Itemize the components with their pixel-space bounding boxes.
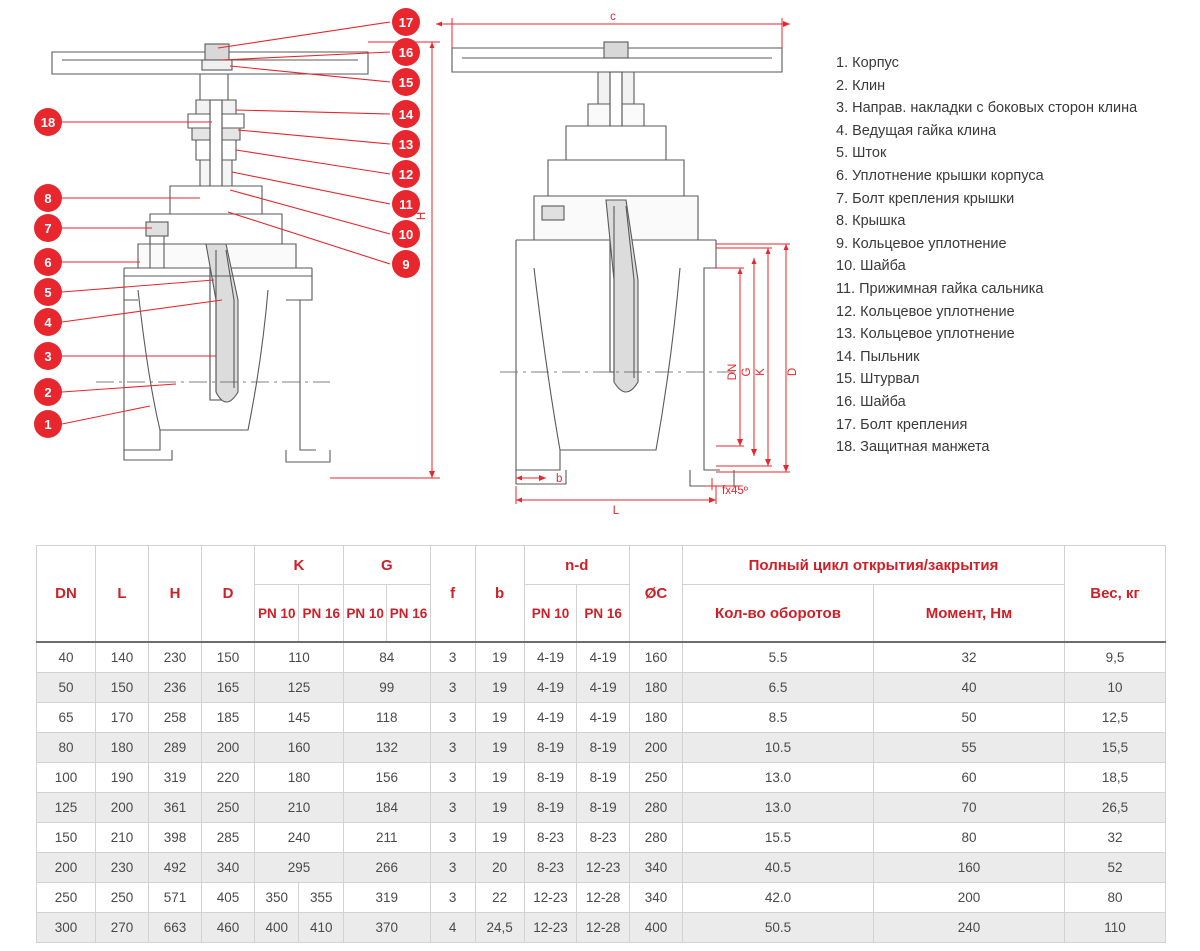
cell-d: 200	[202, 733, 255, 763]
cell-d: 150	[202, 642, 255, 673]
cell-turns: 15.5	[683, 823, 874, 853]
col-weight: Вес, кг	[1065, 546, 1166, 643]
table-row	[37, 763, 1166, 793]
table-row	[37, 793, 1166, 823]
col-d: D	[202, 546, 255, 643]
cell-h: 663	[149, 913, 202, 943]
svg-text:H: H	[416, 211, 428, 221]
legend-item: 5. Шток	[836, 145, 887, 162]
cell-d: 285	[202, 823, 255, 853]
cell-b: 19	[475, 673, 524, 703]
cell-dn: 300	[37, 913, 96, 943]
col-k: K	[255, 546, 344, 585]
cell-h: 398	[149, 823, 202, 853]
cell-k-pn10: 400	[255, 913, 299, 943]
cell-oc: 200	[630, 733, 683, 763]
cell-d: 185	[202, 703, 255, 733]
legend-item: 7. Болт крепления крышки	[836, 190, 1015, 207]
table-row	[37, 823, 1166, 853]
cell-b: 19	[475, 703, 524, 733]
svg-text:17: 17	[398, 15, 414, 30]
cell-k-pn16: 410	[299, 913, 343, 943]
col-h: H	[149, 546, 202, 643]
legend-item: 10. Шайба	[836, 258, 906, 275]
cell-nd-pn10: 8-19	[524, 733, 577, 763]
cell-b: 24,5	[475, 913, 524, 943]
svg-text:5: 5	[44, 285, 52, 300]
cell-d: 220	[202, 763, 255, 793]
cell-moment: 70	[874, 793, 1065, 823]
cell-moment: 200	[874, 883, 1065, 913]
cell-oc: 280	[630, 793, 683, 823]
cell-turns: 42.0	[683, 883, 874, 913]
cell-f: 3	[430, 793, 475, 823]
cell-b: 19	[475, 823, 524, 853]
cell-f: 3	[430, 853, 475, 883]
col-oc: ØC	[630, 546, 683, 643]
svg-text:c: c	[610, 11, 616, 23]
cell-l: 150	[96, 673, 149, 703]
cell-k: 125	[255, 673, 344, 703]
table-row	[37, 853, 1166, 883]
legend-item: 14. Пыльник	[836, 348, 920, 365]
cell-nd-pn10: 4-19	[524, 673, 577, 703]
cell-nd-pn16: 8-19	[577, 793, 630, 823]
cell-d: 250	[202, 793, 255, 823]
cell-nd-pn16: 12-28	[577, 883, 630, 913]
cell-d: 405	[202, 883, 255, 913]
cell-g: 118	[343, 703, 430, 733]
svg-text:3: 3	[44, 349, 52, 364]
legend-item: 18. Защитная манжета	[836, 439, 990, 456]
cell-oc: 180	[630, 703, 683, 733]
cell-k: 240	[255, 823, 344, 853]
cell-d: 165	[202, 673, 255, 703]
table-row	[37, 642, 1166, 673]
col-dn: DN	[37, 546, 96, 643]
svg-text:10: 10	[398, 227, 414, 242]
legend-item: 9. Кольцевое уплотнение	[836, 235, 1007, 252]
cell-b: 19	[475, 763, 524, 793]
cell-k: 210	[255, 793, 344, 823]
legend-item: 2. Клин	[836, 77, 886, 94]
legend-item: 17. Болт крепления	[836, 416, 968, 433]
cell-k: 295	[255, 853, 344, 883]
col-l: L	[96, 546, 149, 643]
cell-g: 132	[343, 733, 430, 763]
col-k-pn10: PN 10	[255, 585, 299, 643]
svg-text:13: 13	[398, 137, 414, 152]
svg-text:15: 15	[398, 75, 414, 90]
cell-k: 110	[255, 642, 344, 673]
cell-k-pn10: 350	[255, 883, 299, 913]
cell-h: 319	[149, 763, 202, 793]
legend-item: 6. Уплотнение крышки корпуса	[836, 167, 1044, 184]
cell-h: 258	[149, 703, 202, 733]
table-row	[37, 883, 1166, 913]
right-view-outline	[452, 42, 782, 486]
svg-text:D: D	[787, 367, 799, 377]
table-row	[37, 733, 1166, 763]
drawing-svg	[0, 0, 830, 530]
cell-dn: 50	[37, 673, 96, 703]
cell-nd-pn10: 8-19	[524, 763, 577, 793]
cell-k-pn16: 355	[299, 883, 343, 913]
legend-item: 12. Кольцевое уплотнение	[836, 303, 1015, 320]
legend-item: 15. Штурвал	[836, 371, 920, 388]
cell-g: 266	[343, 853, 430, 883]
svg-text:8: 8	[44, 191, 52, 206]
cell-f: 3	[430, 703, 475, 733]
cell-h: 289	[149, 733, 202, 763]
cell-g: 156	[343, 763, 430, 793]
cell-turns: 40.5	[683, 853, 874, 883]
cell-dn: 200	[37, 853, 96, 883]
dimensions-table-wrapper	[36, 545, 1166, 943]
cell-g: 370	[343, 913, 430, 943]
cell-nd-pn16: 4-19	[577, 673, 630, 703]
cell-b: 20	[475, 853, 524, 883]
cell-nd-pn16: 8-19	[577, 763, 630, 793]
svg-text:4: 4	[44, 315, 52, 330]
cell-weight: 52	[1065, 853, 1166, 883]
svg-text:2: 2	[44, 385, 52, 400]
col-b: b	[475, 546, 524, 643]
cell-b: 22	[475, 883, 524, 913]
table-row	[37, 673, 1166, 703]
cell-l: 210	[96, 823, 149, 853]
cell-weight: 32	[1065, 823, 1166, 853]
cell-l: 270	[96, 913, 149, 943]
svg-text:L: L	[612, 505, 620, 517]
cell-h: 492	[149, 853, 202, 883]
cell-oc: 280	[630, 823, 683, 853]
cell-nd-pn16: 4-19	[577, 642, 630, 673]
cell-l: 250	[96, 883, 149, 913]
cell-k: 160	[255, 733, 344, 763]
svg-text:G: G	[741, 367, 753, 377]
cell-g: 184	[343, 793, 430, 823]
cell-dn: 65	[37, 703, 96, 733]
svg-text:11: 11	[399, 197, 413, 212]
cell-moment: 60	[874, 763, 1065, 793]
cell-k: 145	[255, 703, 344, 733]
svg-text:12: 12	[398, 167, 414, 182]
cell-dn: 80	[37, 733, 96, 763]
cell-g: 99	[343, 673, 430, 703]
col-nd-pn10: PN 10	[524, 585, 577, 643]
cell-nd-pn10: 8-23	[524, 823, 577, 853]
cell-oc: 340	[630, 853, 683, 883]
cell-l: 140	[96, 642, 149, 673]
svg-text:K: K	[755, 368, 767, 376]
col-nd-pn16: PN 16	[577, 585, 630, 643]
cell-oc: 400	[630, 913, 683, 943]
legend-item: 8. Крышка	[836, 213, 906, 230]
cell-l: 190	[96, 763, 149, 793]
svg-text:18: 18	[40, 115, 56, 130]
table-row	[37, 913, 1166, 943]
table-row	[37, 703, 1166, 733]
svg-text:14: 14	[398, 107, 414, 122]
cell-b: 19	[475, 733, 524, 763]
svg-text:DN: DN	[727, 363, 739, 381]
cell-dn: 150	[37, 823, 96, 853]
svg-text:9: 9	[402, 257, 410, 272]
cell-nd-pn16: 8-19	[577, 733, 630, 763]
svg-text:16: 16	[398, 45, 414, 60]
cell-nd-pn10: 8-23	[524, 853, 577, 883]
svg-text:6: 6	[44, 255, 52, 270]
cell-oc: 250	[630, 763, 683, 793]
cell-turns: 5.5	[683, 642, 874, 673]
cell-turns: 13.0	[683, 793, 874, 823]
cell-nd-pn16: 4-19	[577, 703, 630, 733]
cell-nd-pn16: 12-28	[577, 913, 630, 943]
col-cycle: Полный цикл открытия/закрытия	[683, 546, 1065, 585]
legend-item: 16. Шайба	[836, 393, 906, 410]
dimensions-table	[36, 545, 1166, 943]
cell-d: 460	[202, 913, 255, 943]
cell-b: 19	[475, 793, 524, 823]
cell-turns: 6.5	[683, 673, 874, 703]
cell-dn: 40	[37, 642, 96, 673]
cell-weight: 80	[1065, 883, 1166, 913]
cell-f: 3	[430, 883, 475, 913]
cell-f: 3	[430, 673, 475, 703]
table-header-row-1	[37, 546, 1166, 585]
col-g-pn10: PN 10	[343, 585, 386, 643]
col-g-pn16: PN 16	[387, 585, 430, 643]
cell-turns: 8.5	[683, 703, 874, 733]
cell-nd-pn16: 12-23	[577, 853, 630, 883]
cell-f: 3	[430, 733, 475, 763]
cell-weight: 10	[1065, 673, 1166, 703]
cell-f: 3	[430, 823, 475, 853]
cell-oc: 180	[630, 673, 683, 703]
cell-moment: 240	[874, 913, 1065, 943]
table-head	[37, 546, 1166, 643]
left-view-outline	[52, 44, 368, 462]
svg-text:1: 1	[44, 417, 52, 432]
cell-nd-pn10: 12-23	[524, 883, 577, 913]
cell-dn: 100	[37, 763, 96, 793]
cell-g: 319	[343, 883, 430, 913]
cell-h: 230	[149, 642, 202, 673]
cell-nd-pn10: 12-23	[524, 913, 577, 943]
col-k-pn16: PN 16	[299, 585, 343, 643]
cell-weight: 12,5	[1065, 703, 1166, 733]
cell-weight: 9,5	[1065, 642, 1166, 673]
cell-moment: 160	[874, 853, 1065, 883]
col-nd: n-d	[524, 546, 629, 585]
valve-technical-drawing	[0, 0, 830, 530]
cell-nd-pn16: 8-23	[577, 823, 630, 853]
cell-h: 571	[149, 883, 202, 913]
legend-item: 13. Кольцевое уплотнение	[836, 326, 1015, 343]
cell-moment: 80	[874, 823, 1065, 853]
col-turns: Кол-во оборотов	[683, 585, 874, 643]
cell-h: 361	[149, 793, 202, 823]
cell-turns: 50.5	[683, 913, 874, 943]
legend-item: 1. Корпус	[836, 55, 899, 71]
cell-f: 3	[430, 642, 475, 673]
cell-moment: 32	[874, 642, 1065, 673]
legend-item: 11. Прижимная гайка сальника	[836, 280, 1044, 297]
cell-weight: 15,5	[1065, 733, 1166, 763]
cell-h: 236	[149, 673, 202, 703]
cell-g: 84	[343, 642, 430, 673]
cell-k: 180	[255, 763, 344, 793]
cell-moment: 40	[874, 673, 1065, 703]
cell-nd-pn10: 4-19	[524, 642, 577, 673]
cell-l: 200	[96, 793, 149, 823]
cell-weight: 18,5	[1065, 763, 1166, 793]
legend-item: 3. Направ. накладки с боковых сторон клина	[836, 100, 1138, 117]
cell-nd-pn10: 8-19	[524, 793, 577, 823]
cell-f: 4	[430, 913, 475, 943]
cell-g: 211	[343, 823, 430, 853]
cell-turns: 13.0	[683, 763, 874, 793]
cell-weight: 110	[1065, 913, 1166, 943]
cell-moment: 55	[874, 733, 1065, 763]
cell-moment: 50	[874, 703, 1065, 733]
legend-item: 4. Ведущая гайка клина	[836, 122, 997, 139]
parts-legend	[836, 52, 1196, 459]
cell-turns: 10.5	[683, 733, 874, 763]
cell-oc: 160	[630, 642, 683, 673]
col-g: G	[343, 546, 430, 585]
cell-l: 170	[96, 703, 149, 733]
cell-oc: 340	[630, 883, 683, 913]
cell-f: 3	[430, 763, 475, 793]
cell-weight: 26,5	[1065, 793, 1166, 823]
cell-dn: 125	[37, 793, 96, 823]
cell-l: 180	[96, 733, 149, 763]
svg-text:7: 7	[44, 221, 52, 236]
svg-text:fx45º: fx45º	[722, 485, 748, 497]
cell-b: 19	[475, 642, 524, 673]
cell-nd-pn10: 4-19	[524, 703, 577, 733]
svg-text:b: b	[556, 473, 563, 485]
cell-dn: 250	[37, 883, 96, 913]
callout-leaders-left	[62, 122, 222, 424]
cell-l: 230	[96, 853, 149, 883]
cell-d: 340	[202, 853, 255, 883]
table-body	[37, 642, 1166, 943]
col-f: f	[430, 546, 475, 643]
col-moment: Момент, Нм	[874, 585, 1065, 643]
